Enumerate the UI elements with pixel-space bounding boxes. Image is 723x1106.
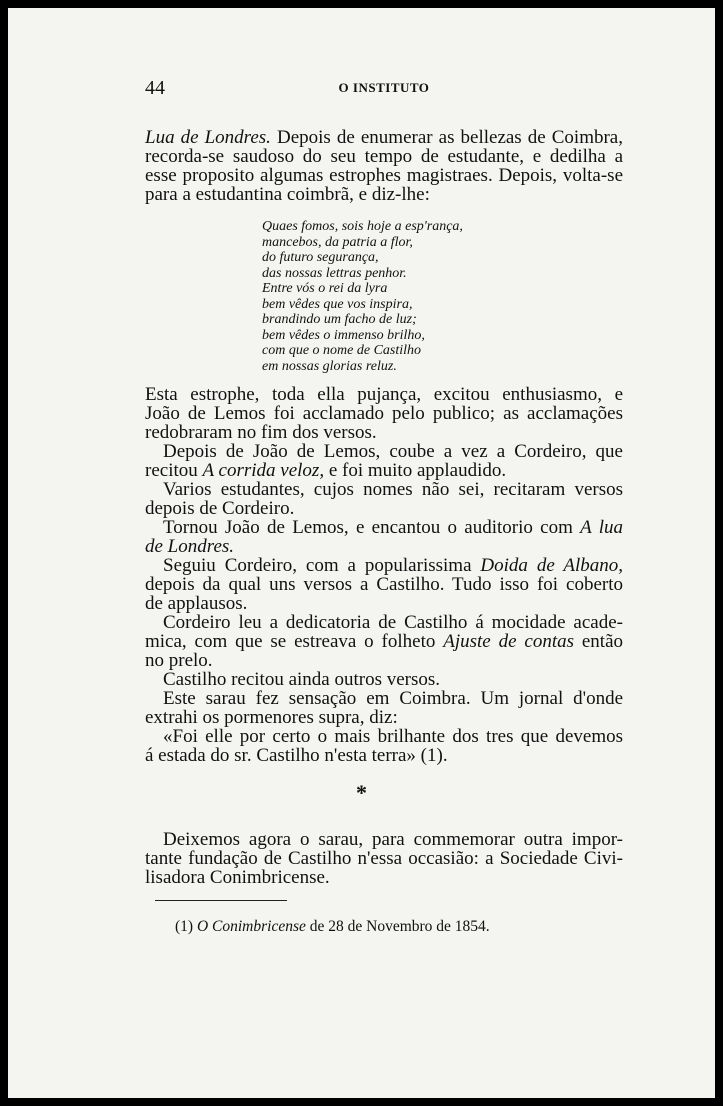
text-line: Cordeiro leu a dedicatoria de Castilho á mocidade acade-	[163, 612, 623, 633]
text-line: João de Lemos foi acclamado pelo publico; as acclamações	[145, 403, 623, 424]
text-run: mica, com que se estreava o folheto	[145, 631, 444, 652]
italic-title: Lua de Londres.	[145, 127, 271, 148]
verse-line: mancebos, da patria a flor,	[262, 234, 413, 250]
text-run: Depois de enumerar as bellezas de Coimbra,	[270, 127, 623, 148]
text-line: «Foi elle por certo o mais brilhante dos tres que devemos	[163, 726, 623, 747]
text-line: recorda-se saudoso do seu tempo de estudante, e dedilha a	[145, 146, 623, 167]
italic-title: Doida de Albano,	[480, 555, 623, 576]
text-line	[145, 518, 623, 537]
text-line: á estada do sr. Castilho n'esta terra» (1).	[145, 745, 448, 766]
paragraph-4	[145, 480, 623, 518]
footnote	[175, 918, 490, 936]
verse-block	[262, 219, 463, 374]
verse-line: em nossas glorias reluz.	[262, 358, 397, 374]
text-line: Deixemos agora o sarau, para commemorar outra impor-	[163, 829, 623, 850]
verse-line: bem vêdes que vos inspira,	[262, 296, 413, 312]
text-line: tante fundação de Castilho n'essa occasião: a Sociedade Civi-	[145, 848, 623, 869]
text-line: depois da qual uns versos a Castilho. Tudo isso foi coberto	[145, 574, 623, 595]
text-line: no prelo.	[145, 650, 213, 671]
text-run: de 28 de Novembro de 1854.	[305, 918, 490, 935]
verse-line: Quaes fomos, sois hoje a esp'rança,	[262, 219, 463, 234]
text-run: e foi muito applaudido.	[324, 460, 507, 481]
text-line: esse proposito algumas estrophes magistraes. Depois, volta-se	[145, 165, 623, 186]
text-line: extrahi os pormenores supra, diz:	[145, 707, 398, 728]
paragraph-11	[145, 830, 623, 887]
text-line	[145, 537, 623, 556]
text-line: lisadora Conimbricense.	[145, 867, 330, 888]
text-line	[145, 632, 623, 651]
text-line: Depois de João de Lemos, coube a vez a Cordeiro, que	[163, 441, 623, 462]
text-line: Esta estrophe, toda ella pujança, excitou enthusiasmo, e	[145, 384, 623, 405]
italic-title: O Conimbricense	[196, 918, 306, 935]
paragraph-7	[145, 613, 623, 670]
text-line: depois de Cordeiro.	[145, 498, 295, 519]
text-run: Tornou João de Lemos, e encantou o auditorio com	[163, 517, 581, 538]
text-line	[145, 128, 623, 147]
text-line: Castilho recitou ainda outros versos.	[163, 669, 441, 690]
paragraph-3	[145, 442, 623, 480]
paragraph-2	[145, 385, 623, 442]
text-run: então	[574, 631, 624, 652]
paragraph-9	[145, 689, 623, 727]
running-title: O INSTITUTO	[338, 80, 430, 95]
section-separator: *	[356, 780, 367, 805]
italic-title: A corrida veloz,	[202, 460, 325, 481]
italic-title: Ajuste de contas	[443, 631, 574, 652]
text-run: recitou	[145, 460, 203, 481]
italic-title: A lua	[580, 517, 623, 538]
paragraph-6	[145, 556, 623, 613]
paragraph-1	[145, 128, 623, 204]
verse-line: brandindo um facho de luz;	[262, 312, 417, 327]
page-number: 44	[145, 77, 165, 99]
text-line: de applausos.	[145, 593, 248, 614]
text-line: Este sarau fez sensação em Coimbra. Um jornal d'onde	[163, 688, 623, 709]
paragraph-8	[145, 670, 623, 689]
italic-title: de Londres.	[145, 536, 235, 557]
footnote-rule	[155, 900, 287, 901]
verse-line: bem vêdes o immenso brilho,	[262, 327, 425, 343]
text-run: Seguiu Cordeiro, com a popularissima	[163, 555, 481, 576]
verse-line: com que o nome de Castilho	[262, 343, 422, 358]
paragraph-5	[145, 518, 623, 556]
text-line: para a estudantina coimbrã, e diz-lhe:	[145, 184, 430, 205]
verse-line: das nossas lettras penhor.	[262, 265, 407, 281]
text-line	[145, 461, 623, 480]
footnote-marker: (1)	[175, 918, 194, 935]
text-line: Varios estudantes, cujos nomes não sei, recitaram versos	[163, 479, 623, 500]
text-line	[145, 556, 623, 575]
text-line: redobraram no fim dos versos.	[145, 422, 377, 443]
verse-line: do futuro segurança,	[262, 250, 379, 265]
verse-line: Entre vós o rei da lyra	[262, 281, 388, 296]
running-header	[145, 77, 623, 103]
paragraph-10	[145, 727, 623, 765]
